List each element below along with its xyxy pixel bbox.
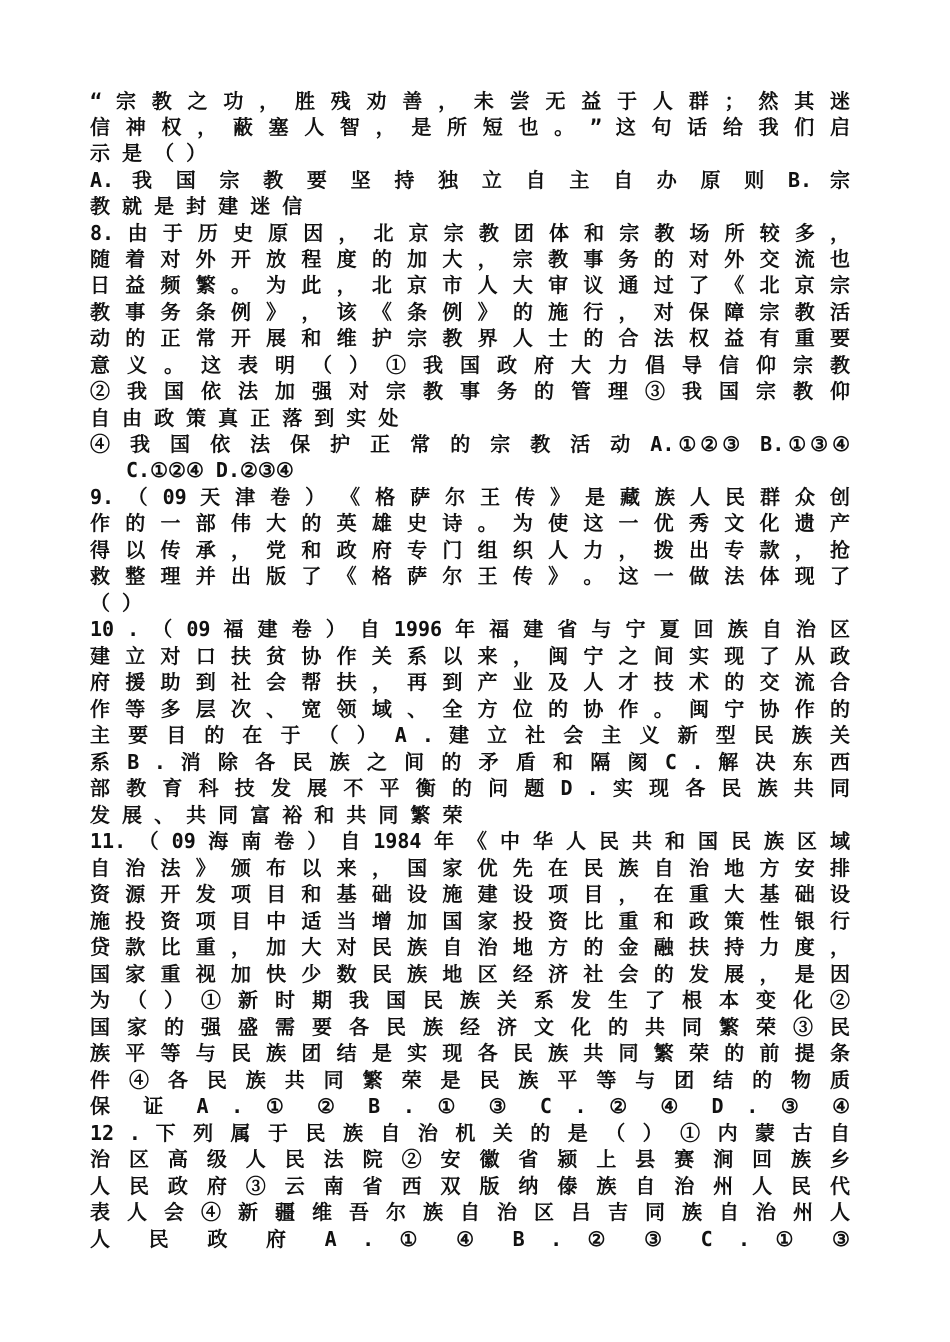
text-line: 自 由 政 策 真 正 落 到 实 处 (90, 406, 399, 430)
question-8-line: 8. 由 于 历 史 原 因 ， 北 京 宗 教 团 体 和 宗 教 场 所 较 多 ， (90, 221, 850, 245)
text-line: 教 事 务 条 例 》 ， 该 《 条 例 》 的 施 行 ， 对 保 障 宗 教 活 (90, 300, 850, 324)
text-line: 作 的 一 部 伟 大 的 英 雄 史 诗 。 为 使 这 一 优 秀 文 化 遗 产 (90, 511, 850, 535)
text-line: 表 人 会 ④ 新 疆 维 吾 尔 族 自 治 区 吕 吉 同 族 自 治 州 人 (90, 1200, 850, 1224)
text-line: 意 义 。 这 表 明 （ ） ① 我 国 政 府 大 力 倡 导 信 仰 宗 教 (90, 353, 850, 377)
text-line: 国 家 的 强 盛 需 要 各 民 族 经 济 文 化 的 共 同 繁 荣 ③ 民 (90, 1015, 850, 1039)
text-line: 贷 款 比 重 ， 加 大 对 民 族 自 治 地 方 的 金 融 扶 持 力 度 ， (90, 935, 850, 959)
answer-options-line: 人 民 政 府 A . ① ④ B . ② ③ C . ① ③ (90, 1227, 850, 1251)
text-line: 发 展 、 共 同 富 裕 和 共 同 繁 荣 (90, 803, 463, 827)
text-line: 系 B . 消 除 各 民 族 之 间 的 矛 盾 和 隔 阂 C . 解 决 东 西 (90, 750, 850, 774)
text-line: 施 投 资 项 目 中 适 当 增 加 国 家 投 资 比 重 和 政 策 性 银 行 (90, 909, 850, 933)
question-11-line: 11. （ 09 海 南 卷 ） 自 1984 年 《 中 华 人 民 共 和 国 民 族 区 域 (90, 829, 850, 853)
text-line: 建 立 对 口 扶 贫 协 作 关 系 以 来 ， 闽 宁 之 间 实 现 了 从 政 (90, 644, 850, 668)
question-9-line: 9. （ 09 天 津 卷 ） 《 格 萨 尔 王 传 》 是 藏 族 人 民 群 众 创 (90, 485, 850, 509)
text-line: 资 源 开 发 项 目 和 基 础 设 施 建 设 项 目 ， 在 重 大 基 础 设 (90, 882, 850, 906)
question-10-line: 10 . （ 09 福 建 卷 ） 自 1996 年 福 建 省 与 宁 夏 回 族 自 治 区 (90, 617, 850, 641)
text-line: 随 着 对 外 开 放 程 度 的 加 大 ， 宗 教 事 务 的 对 外 交 流 也 (90, 247, 850, 271)
text-line: 作 等 多 层 次 、 宽 领 域 、 全 方 位 的 协 作 。 闽 宁 协 作 的 (90, 697, 850, 721)
text-line: ④ 我 国 依 法 保 护 正 常 的 宗 教 活 动 A.①②③ B.①③④ (90, 432, 850, 456)
text-line: A. 我 国 宗 教 要 坚 持 独 立 自 主 自 办 原 则 B. 宗 (90, 168, 850, 192)
text-line: （ ） (90, 591, 143, 615)
text-line: 治 区 高 级 人 民 法 院 ② 安 徽 省 颍 上 县 赛 涧 回 族 乡 (90, 1147, 850, 1171)
text-line: 部 教 育 科 技 发 展 不 平 衡 的 问 题 D . 实 现 各 民 族 共 同 (90, 776, 850, 800)
text-line: 人 民 政 府 ③ 云 南 省 西 双 版 纳 傣 族 自 治 州 人 民 代 (90, 1174, 850, 1198)
text-line: 日 益 频 繁 。 为 此 ， 北 京 市 人 大 审 议 通 过 了 《 北 京 宗 (90, 273, 850, 297)
text-line: 族 平 等 与 民 族 团 结 是 实 现 各 民 族 共 同 繁 荣 的 前 提 条 (90, 1041, 850, 1065)
answer-options-line: C.①②④ D.②③④ (126, 458, 294, 482)
text-line: 救 整 理 并 出 版 了 《 格 萨 尔 王 传 》 。 这 一 做 法 体 现 了 (90, 564, 850, 588)
text-line: 教 就 是 封 建 迷 信 (90, 194, 303, 218)
text-line: 示 是 （ ） (90, 141, 207, 165)
text-line: 件 ④ 各 民 族 共 同 繁 荣 是 民 族 平 等 与 团 结 的 物 质 (90, 1068, 850, 1092)
text-line: 得 以 传 承 ， 党 和 政 府 专 门 组 织 人 力 ， 拨 出 专 款 ， 抢 (90, 538, 850, 562)
text-line: 国 家 重 视 加 快 少 数 民 族 地 区 经 济 社 会 的 发 展 ， 是 因 (90, 962, 850, 986)
question-12-line: 12 . 下 列 属 于 民 族 自 治 机 关 的 是 （ ） ① 内 蒙 古 自 (90, 1121, 850, 1145)
text-line: ② 我 国 依 法 加 强 对 宗 教 事 务 的 管 理 ③ 我 国 宗 教 仰 (90, 379, 850, 403)
answer-options-line: 保 证 A . ① ② B . ① ③ C . ② ④ D . ③ ④ (90, 1094, 850, 1118)
text-line: 主 要 目 的 在 于 （ ） A . 建 立 社 会 主 义 新 型 民 族 关 (90, 723, 850, 747)
text-line: 信 神 权 ， 蔽 塞 人 智 ， 是 所 短 也 。 ” 这 句 话 给 我 们 启 (90, 115, 850, 139)
text-line: 为 （ ） ① 新 时 期 我 国 民 族 关 系 发 生 了 根 本 变 化 ② (90, 988, 850, 1012)
text-line: “ 宗 教 之 功 ， 胜 残 劝 善 ， 未 尝 无 益 于 人 群 ； 然 其 迷 (90, 89, 850, 113)
text-line: 府 援 助 到 社 会 帮 扶 ， 再 到 产 业 及 人 才 技 术 的 交 流 合 (90, 670, 850, 694)
text-line: 动 的 正 常 开 展 和 维 护 宗 教 界 人 士 的 合 法 权 益 有 重 要 (90, 326, 850, 350)
text-line: 自 治 法 》 颁 布 以 来 ， 国 家 优 先 在 民 族 自 治 地 方 安 排 (90, 856, 850, 880)
